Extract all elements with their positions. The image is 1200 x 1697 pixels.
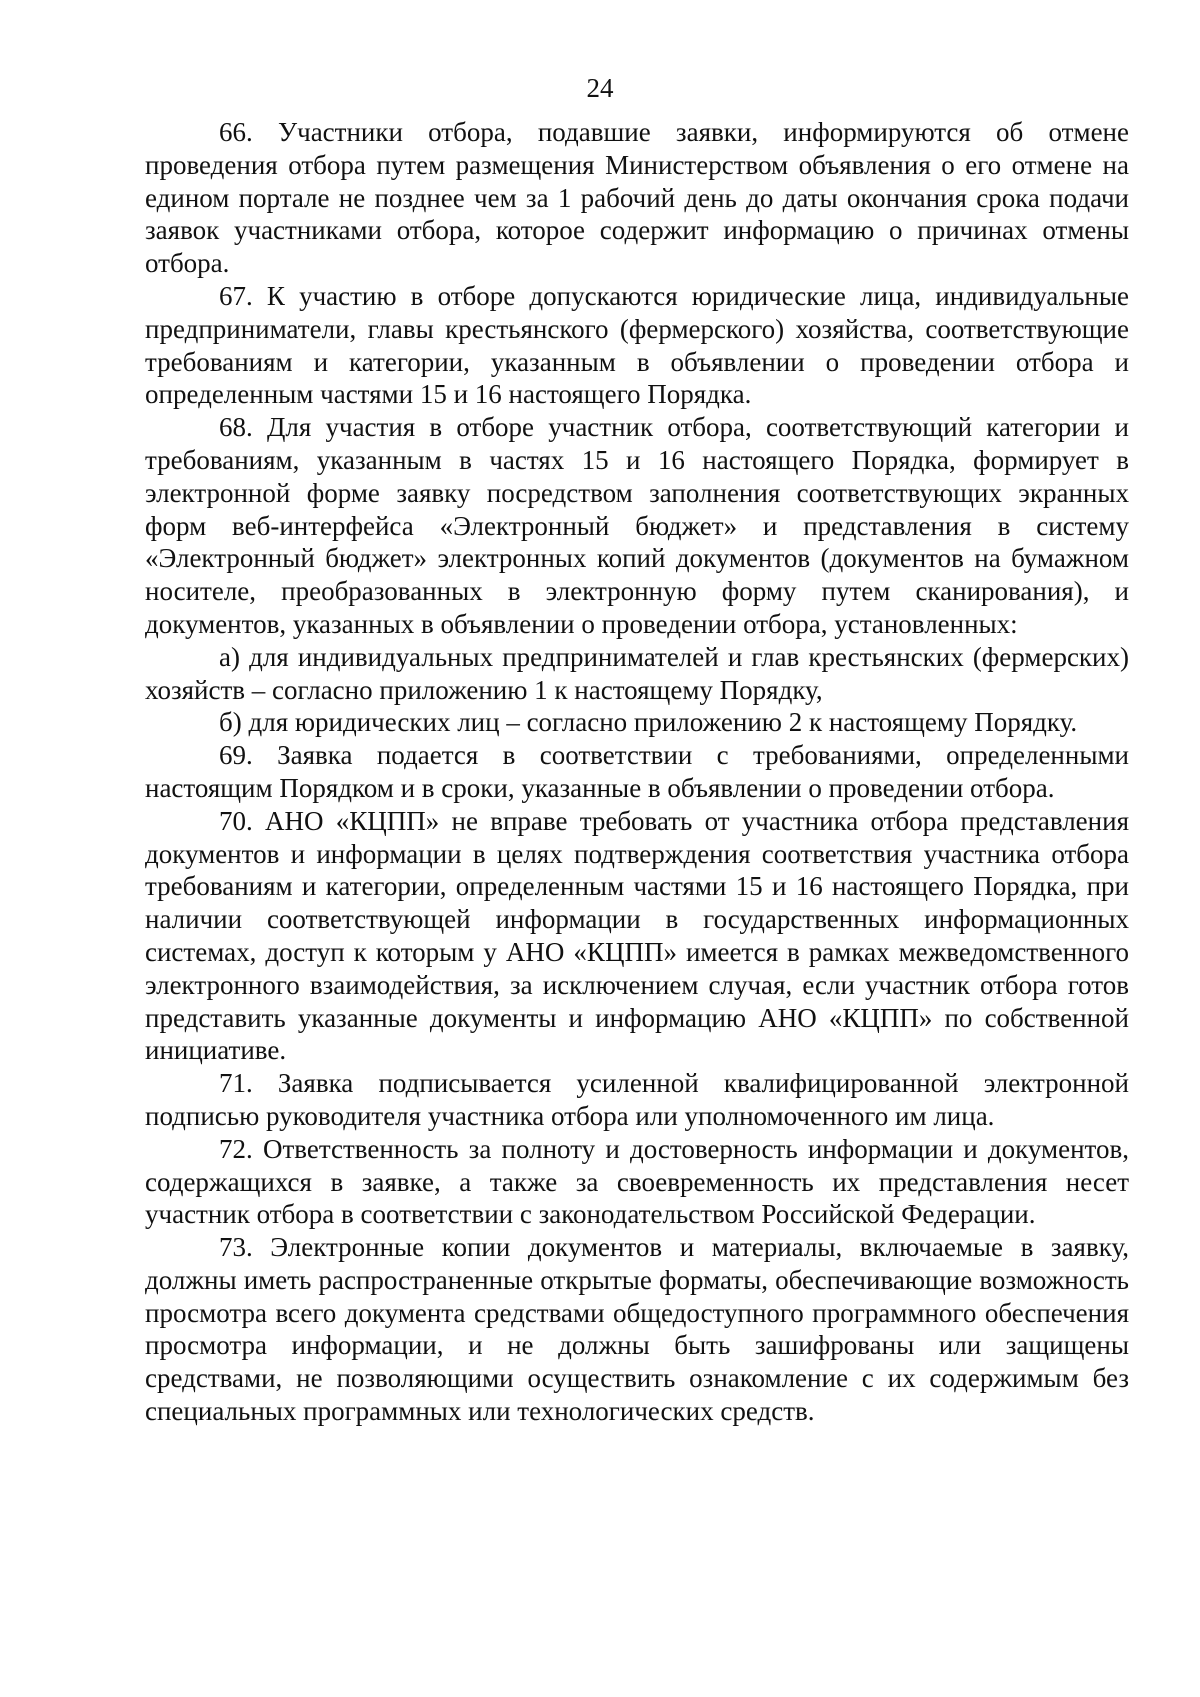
document-body [145,116,1129,1428]
paragraph-72: 72. Ответственность за полноту и достоверность информации и документов, содержащихся в заявке, а также за своевременность их представления несет участник отбора в соответствии с законодательством Российской Федерации. [145,1133,1129,1230]
paragraph-71: 71. Заявка подписывается усиленной квалифицированной электронной подписью руководителя участника отбора или уполномоченного им лица. [145,1068,1129,1131]
paragraph-70: 70. АНО «КЦПП» не вправе требовать от участника отбора представления документов и информации в целях подтверждения соответствия участника отбора требованиям и категории, определенным частями 15 и 16 настоящего Порядка, при наличии соответствующей информации в государственных информационных системах, доступ к которым у АНО «КЦПП» имеется в рамках межведомственного электронного взаимодействия, за исключением случая, если участник отбора готов представить указанные документы и информацию АНО «КЦПП» по собственной инициативе. [145,805,1129,1066]
paragraph-66: 66. Участники отбора, подавшие заявки, информируются об отмене проведения отбора путем размещения Министерством объявления о его отмене на едином портале не позднее чем за 1 рабочий день до даты окончания срока подачи заявок участниками отбора, которое содержит информацию о причинах отмены отбора. [145,117,1129,279]
paragraph-69: 69. Заявка подается в соответствии с требованиями, определенными настоящим Порядком и в сроки, указанные в объявлении о проведении отбора. [145,740,1129,803]
paragraph-73: 73. Электронные копии документов и материалы, включаемые в заявку, должны иметь распространенные открытые форматы, обеспечивающие возможность просмотра всего документа средствами общедоступного программного обеспечения просмотра информации, и не должны быть зашифрованы или защищены средствами, не позволяющими осуществить ознакомление с их содержимым без специальных программных или технологических средств. [145,1232,1129,1427]
paragraph-68-a: а) для индивидуальных предпринимателей и глав крестьянских (фермерских) хозяйств – согласно приложению 1 к настоящему Порядку, [145,641,1129,705]
paragraph-68: 68. Для участия в отборе участник отбора, соответствующий категории и требованиям, указанным в частях 15 и 16 настоящего Порядка, формирует в электронной форме заявку посредством заполнения соответствующих экранных форм веб-интерфейса «Электронный бюджет» и представления в систему «Электронный бюджет» электронных копий документов (документов на бумажном носителе, преобразованных в электронную форму путем сканирования), и документов, указанных в объявлении о проведении отбора, установленных: [145,412,1129,639]
paragraph-67: 67. К участию в отборе допускаются юридические лица, индивидуальные предприниматели, главы крестьянского (фермерского) хозяйства, соответствующие требованиям и категории, указанным в объявлении о проведении отбора и определенным частями 15 и 16 настоящего Порядка. [145,280,1129,410]
paragraph-68-b: б) для юридических лиц – согласно приложению 2 к настоящему Порядку. [219,707,1078,738]
page-number: 24 [586,73,614,103]
